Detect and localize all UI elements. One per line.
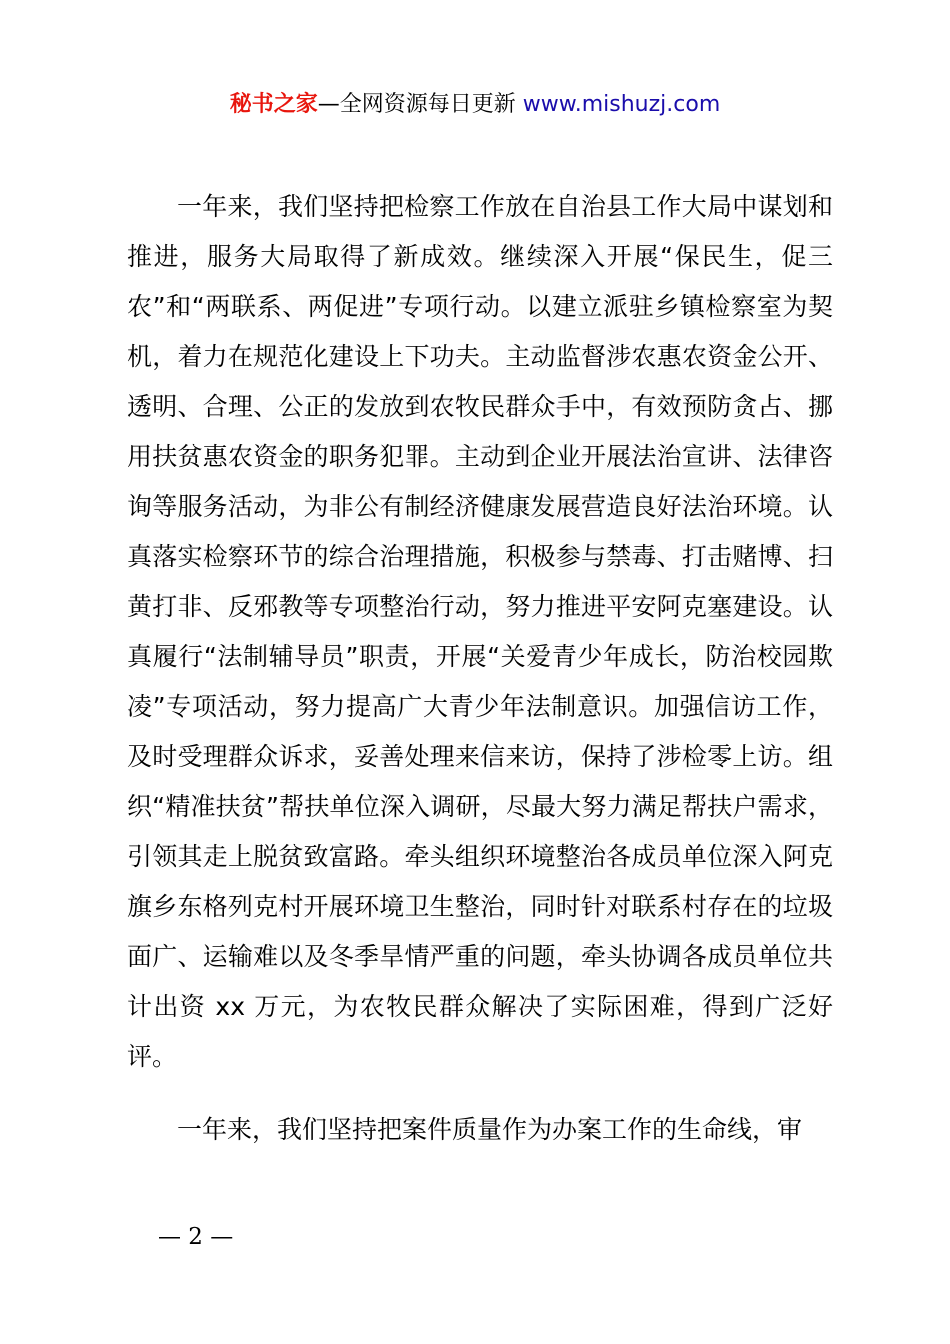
paragraph-case-quality: 一年来，我们坚持把案件质量作为办案工作的生命线，审 — [177, 1115, 803, 1144]
site-header — [0, 88, 950, 122]
site-url-link[interactable]: www.mishuzj.com — [522, 92, 721, 117]
brand-name: 秘书之家 — [229, 92, 318, 117]
page-number: — 2 — — [158, 1224, 234, 1250]
paragraph-service-overall: 一年来，我们坚持把检察工作放在自治县工作大局中谋划和推进，服务大局取得了新成效。继续深入开展“保民生，促三农”和“两联系、两促进”专项行动。以建立派驻乡镇检察室为契机，着力在规范化建设上下功夫。主动监督涉农惠农资金公开、透明、合理、公正的发放到农牧民群众手中，有效预防贪占、挪用扶贫惠农资金的职务犯罪。主动到企业开展法治宣讲、法律咨询等服务活动，为非公有制经济健康发展营造良好法治环境。认真落实检察环节的综合治理措施，积极参与禁毒、打击赌博、扫黄打非、反邪教等专项整治行动，努力推进平安阿克塞建设。认真履行“法制辅导员”职责，开展“关爱青少年成长，防治校园欺凌”专项活动，努力提高广大青少年法制意识。加强信访工作，及时受理群众诉求，妥善处理来信来访，保持了涉检零上访。组织“精准扶贫”帮扶单位深入调研，尽最大努力满足帮扶户需求，引领其走上脱贫致富路。牵头组织环境整治各成员单位深入阿克旗乡东格列克村开展环境卫生整治，同时针对联系村存在的垃圾面广、运输难以及冬季旱情严重的问题，牵头协调各成员单位共计出资 xx 万元，为农牧民群众解决了实际困难，得到广泛好评。 — [127, 192, 833, 1071]
document-body — [127, 182, 833, 1155]
header-tagline: —全网资源每日更新 — [317, 92, 523, 117]
